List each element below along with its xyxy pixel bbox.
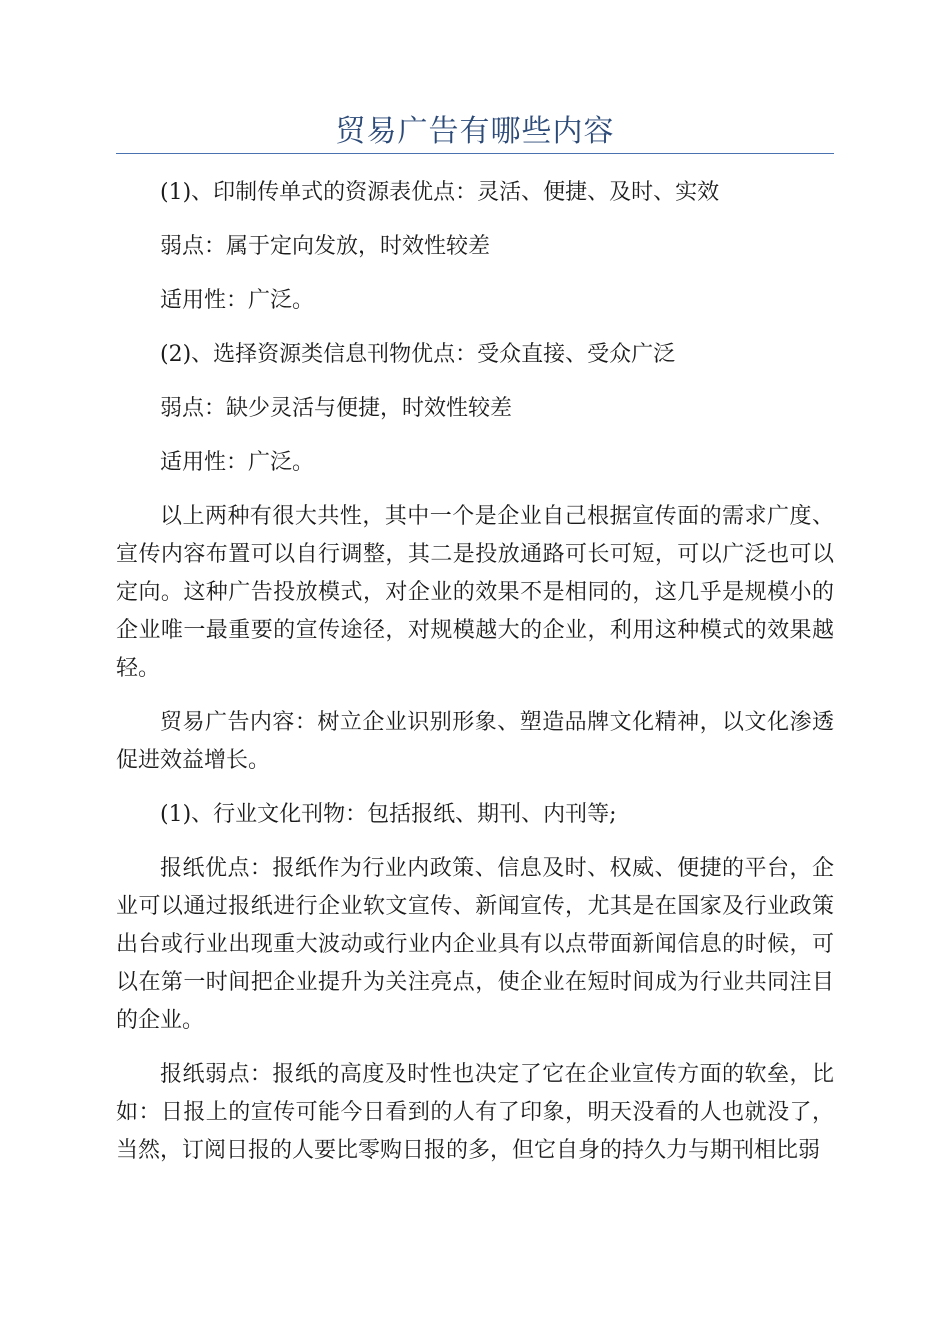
paragraph: 以上两种有很大共性，其中一个是企业自己根据宣传面的需求广度、宣传内容布置可以自行调整，其二是投放通路可长可短，可以广泛也可以定向。这种广告投放模式，对企业的效果不是相同的，这几乎是规模小的企业唯一最重要的宣传途径，对规模越大的企业，利用这种模式的效果越轻。	[116, 504, 834, 681]
paragraph: (2)、选择资源类信息刊物优点：受众直接、受众广泛	[160, 342, 676, 367]
paragraph: (1)、行业文化刊物：包括报纸、期刊、内刊等;	[160, 802, 617, 827]
paragraph: 报纸弱点：报纸的高度及时性也决定了它在企业宣传方面的软垒，比如：日报上的宣传可能今日看到的人有了印象，明天没看的人也就没了，当然，订阅日报的人要比零购日报的多，但它自身的持久力与期刊相比弱	[116, 1062, 834, 1163]
paragraph: 弱点：缺少灵活与便捷，时效性较差	[160, 396, 513, 421]
document-body	[116, 174, 834, 1186]
paragraph: 贸易广告内容：树立企业识别形象、塑造品牌文化精神，以文化渗透促进效益增长。	[116, 710, 834, 773]
paragraph: 适用性：广泛。	[160, 450, 315, 475]
document-title: 贸易广告有哪些内容	[335, 114, 615, 149]
paragraph: (1)、印制传单式的资源表优点：灵活、便捷、及时、实效	[160, 180, 720, 205]
paragraph: 报纸优点：报纸作为行业内政策、信息及时、权威、便捷的平台，企业可以通过报纸进行企业软文宣传、新闻宣传，尤其是在国家及行业政策出台或行业出现重大波动或行业内企业具有以点带面新闻信息的时候，可以在第一时间把企业提升为关注亮点，使企业在短时间成为行业共同注目的企业。	[116, 856, 834, 1033]
paragraph: 弱点：属于定向发放，时效性较差	[160, 234, 491, 259]
title-underline	[116, 153, 834, 154]
paragraph: 适用性：广泛。	[160, 288, 315, 313]
